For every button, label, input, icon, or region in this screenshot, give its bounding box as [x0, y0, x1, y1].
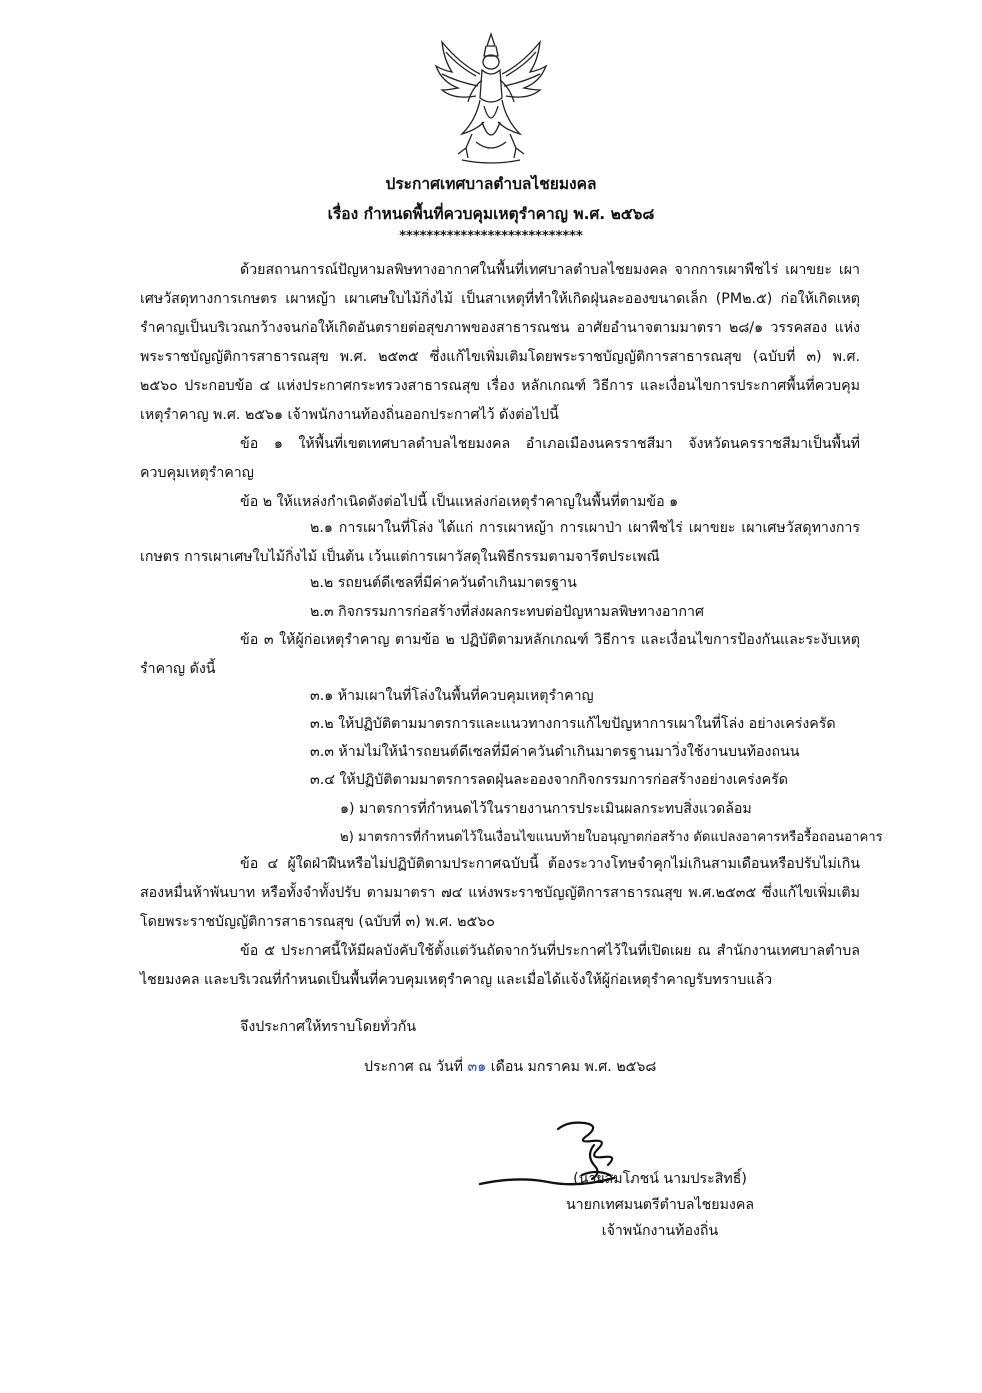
signatory-name: (นายสมโภชน์ นามประสิทธิ์) — [573, 1171, 747, 1187]
clause-5: ข้อ ๕ ประกาศนี้ให้มีผลบังคับใช้ตั้งแต่วันถัดจากวันที่ประกาศไว้ในที่เปิดเผย ณ สำนักงานเทศบาลตำบลไชยมงคล และบริเวณที่กำหนดเป็นพื้นที่ควบคุมเหตุรำคาญ และเมื่อได้แจ้งให้ผู้ก่อเหตุรำคาญรับทราบแล้ว — [140, 943, 860, 988]
clause-1: ข้อ ๑ ให้พื้นที่เขตเทศบาลตำบลไชยมงคล อำเภอเมืองนครราชสีมา จังหวัดนครราชสีมาเป็นพื้นที่ควบคุมเหตุรำคาญ — [140, 436, 860, 481]
clause-3-1: ๓.๑ ห้ามเผาในที่โล่งในพื้นที่ควบคุมเหตุรำคาญ — [310, 688, 594, 704]
clause-2-1: ๒.๑ การเผาในที่โล่ง ได้แก่ การเผาหญ้า การเผาป่า เผาพืชไร่ เผาขยะ เผาเศษวัสดุทางการเกษตร การเผาเศษใบไม้กิ่งไม้ เป็นต้น เว้นแต่การเผาวัสดุในพิธีกรรมตามจารีตประเพณี — [140, 520, 860, 565]
clause-3-4-2: ๒) มาตรการที่กำหนดไว้ในเงื่อนไขแนบท้ายใบอนุญาตก่อสร้าง ดัดแปลงอาคารหรือรื้อถอนอาคาร — [340, 830, 883, 845]
garuda-emblem — [432, 30, 550, 166]
clause-2: ข้อ ๒ ให้แหล่งกำเนิดดังต่อไปนี้ เป็นแหล่งก่อเหตุรำคาญในพื้นที่ตามข้อ ๑ — [240, 494, 679, 510]
signatory-role: เจ้าพนักงานท้องถิ่น — [601, 1223, 719, 1239]
signature-overstroke — [478, 1170, 618, 1192]
clause-3-2: ๓.๒ ให้ปฏิบัติตามมาตรการและแนวทางการแก้ไขปัญหาการเผาในที่โล่ง อย่างเคร่งครัด — [310, 716, 836, 732]
clause-3-block — [140, 626, 860, 684]
clause-3: ข้อ ๓ ให้ผู้ก่อเหตุรำคาญ ตามข้อ ๒ ปฏิบัติตามหลักเกณฑ์ วิธีการ และเงื่อนไขการป้องกันและระงับเหตุรำคาญ ดังนี้ — [140, 632, 860, 677]
clause-5-block — [140, 937, 860, 995]
clause-1-block — [140, 430, 860, 488]
clause-2-3: ๒.๓ กิจกรรมการก่อสร้างที่ส่งผลกระทบต่อปัญหามลพิษทางอากาศ — [310, 604, 704, 620]
preamble-block — [140, 256, 860, 430]
announcement-date — [364, 1056, 656, 1078]
date-day: ๓๑ — [467, 1059, 487, 1075]
clause-2-1-block — [140, 514, 860, 572]
signatory-position: นายกเทศมนตรีตำบลไชยมงคล — [565, 1197, 755, 1213]
clause-3-4-1: ๑) มาตรการที่กำหนดไว้ในรายงานการประเมินผลกระทบสิ่งแวดล้อม — [340, 801, 752, 817]
announcement-subject: เรื่อง กำหนดพื้นที่ควบคุมเหตุรำคาญ พ.ศ. ๒๕๖๘ — [327, 205, 655, 223]
clause-3-4: ๓.๔ ให้ปฏิบัติตามมาตรการลดฝุ่นละอองจากกิจกรรมการก่อสร้างอย่างเคร่งครัด — [310, 772, 788, 788]
title-divider: *************************** — [399, 229, 583, 244]
preamble-paragraph: ด้วยสถานการณ์ปัญหามลพิษทางอากาศในพื้นที่เทศบาลตำบลไชยมงคล จากการเผาพืชไร่ เผาขยะ เผาเศษวัสดุทางการเกษตร เผาหญ้า เผาเศษใบไม้กิ่งไม้ เป็นสาเหตุที่ทำให้เกิดฝุ่นละอองขนาดเล็ก (PM๒.๕) ก่อให้เกิดเหตุรำคาญเป็นบริเวณกว้างจนก่อให้เกิดอันตรายต่อสุขภาพของสาธารณชน อาศัยอำนาจตามมาตรา ๒๘/๑ วรรคสอง แห่งพระราชบัญญัติการสาธารณสุข พ.ศ. ๒๕๓๕ ซึ่งแก้ไขเพิ่มเติมโดยพระราชบัญญัติการสาธารณสุข (ฉบับที่ ๓) พ.ศ. ๒๕๖๐ ประกอบข้อ ๔ แห่งประกาศกระทรวงสาธารณสุข เรื่อง หลักเกณฑ์ วิธีการ และเงื่อนไขการประกาศพื้นที่ควบคุมเหตุรำคาญ พ.ศ. ๒๕๖๑ เจ้าพนักงานท้องถิ่นออกประกาศไว้ ดังต่อไปนี้ — [140, 262, 860, 423]
clause-4-block — [140, 850, 860, 937]
date-suffix: เดือน มกราคม พ.ศ. ๒๕๖๘ — [490, 1059, 657, 1075]
clause-4: ข้อ ๔ ผู้ใดฝ่าฝืนหรือไม่ปฏิบัติตามประกาศฉบับนี้ ต้องระวางโทษจำคุกไม่เกินสามเดือนหรือปรับไม่เกินสองหมื่นห้าพันบาท หรือทั้งจำทั้งปรับ ตามมาตรา ๗๔ แห่งพระราชบัญญัติการสาธารณสุข พ.ศ.๒๕๓๕ ซึ่งแก้ไขเพิ่มเติมโดยพระราชบัญญัติการสาธารณสุข (ฉบับที่ ๓) พ.ศ. ๒๕๖๐ — [140, 856, 860, 930]
date-prefix: ประกาศ ณ วันที่ — [364, 1059, 464, 1075]
closing-statement: จึงประกาศให้ทราบโดยทั่วกัน — [240, 1019, 417, 1035]
announcement-title: ประกาศเทศบาลตำบลไชยมงคล — [385, 175, 597, 193]
clause-3-3: ๓.๓ ห้ามไม่ให้นำรถยนต์ดีเซลที่มีค่าควันดำเกินมาตรฐานมาวิ่งใช้งานบนท้องถนน — [310, 744, 800, 760]
clause-2-2: ๒.๒ รถยนต์ดีเซลที่มีค่าควันดำเกินมาตรฐาน — [310, 575, 577, 591]
